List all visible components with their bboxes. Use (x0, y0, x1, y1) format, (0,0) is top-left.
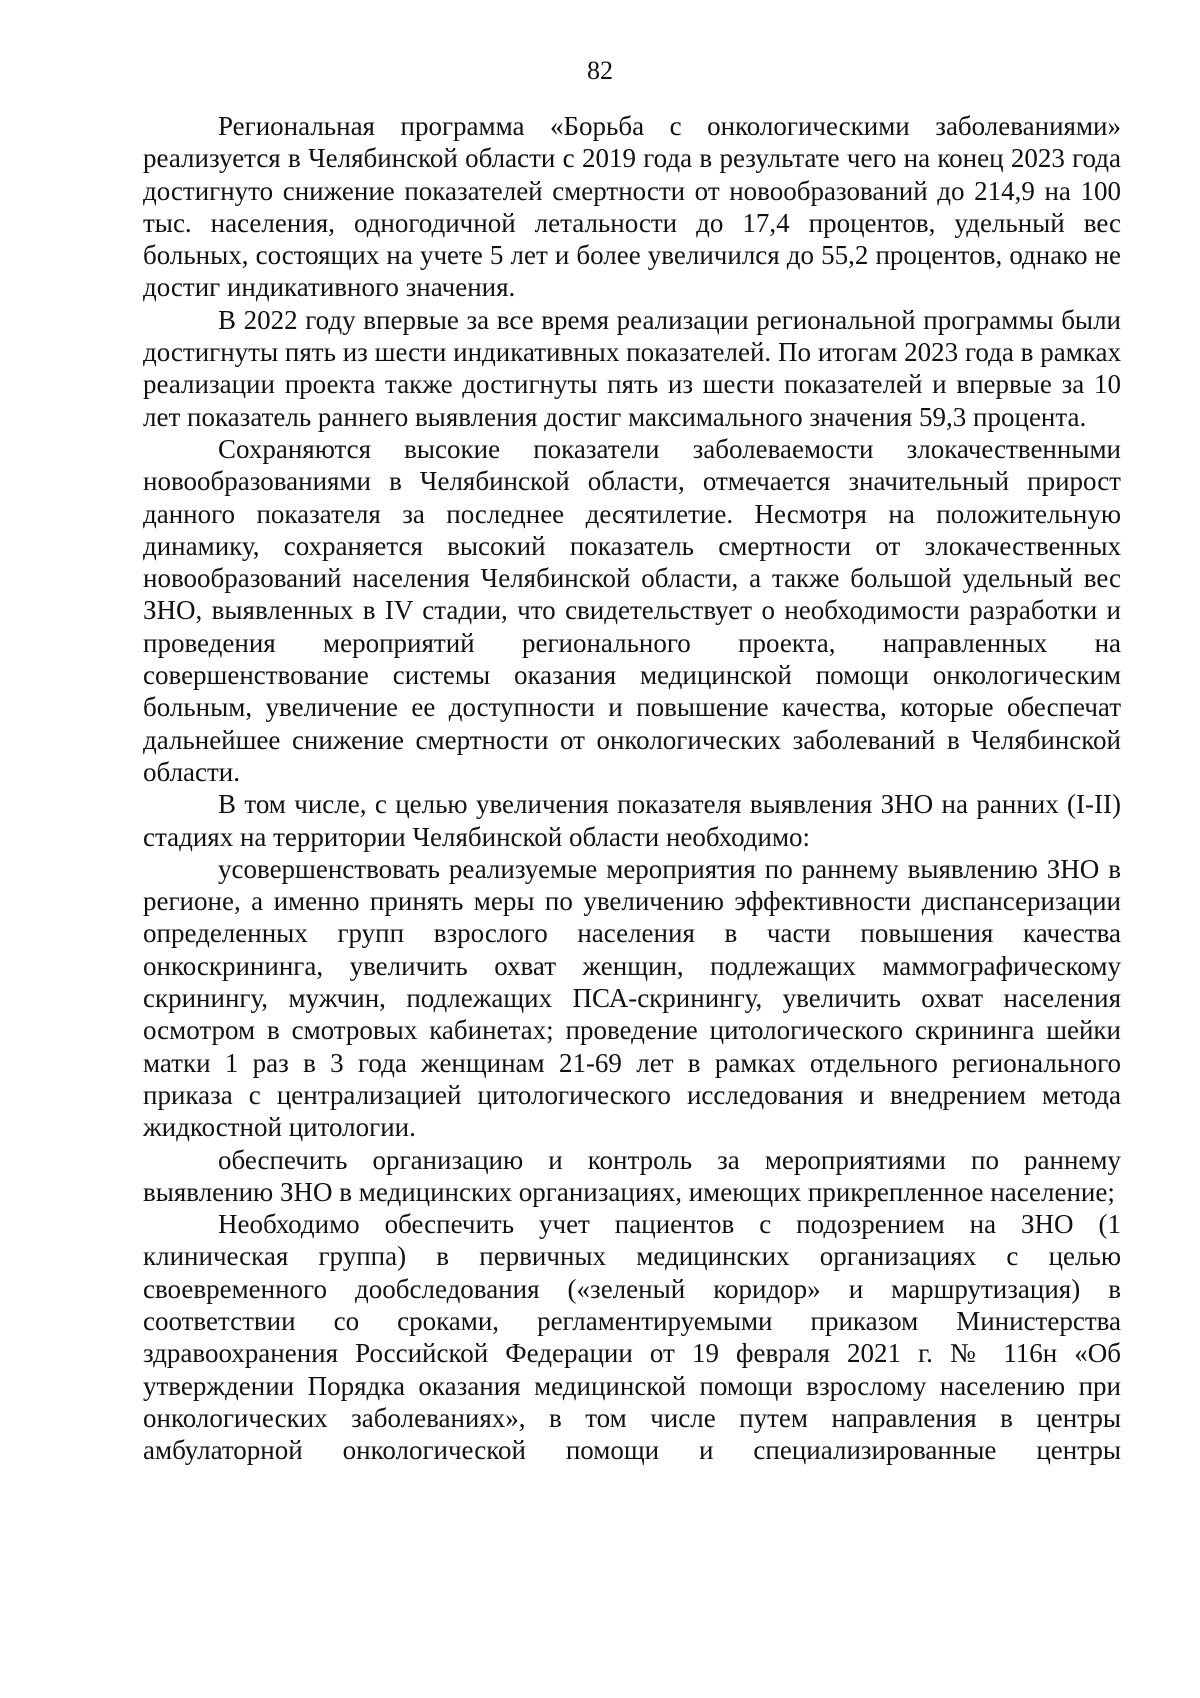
paragraph-patient-registration: Необходимо обеспечить учет пациентов с подозрением на ЗНО (1 клиническая группа) в первичных медицинских организациях с целью своевременного дообследования («зеленый коридор» и маршрутизация) в соответствии со сроками, регламентируемыми приказом Министерства здравоохранения Российской Федерации от 19 февраля 2021 г. № 116н «Об утверждении Порядка оказания медицинской помощи взрослому населению при онкологических заболеваниях», в том числе путем направления в центры амбулаторной онкологической помощи и специализированные центры (143, 1209, 1121, 1466)
document-body (143, 110, 1121, 1466)
paragraph-organization-control: обеспечить организацию и контроль за мероприятиями по раннему выявлению ЗНО в медицинских организациях, имеющих прикрепленное население; (143, 1144, 1121, 1207)
paragraph-indicators-2022: В 2022 году впервые за все время реализации региональной программы были достигнуты пять из шести индикативных показателей. По итогам 2023 года в рамках реализации проекта также достигнуты пять из шести показателей и впервые за 10 лет показатель раннего выявления достиг максимального значения 59,3 процента. (143, 304, 1121, 432)
page-number: 82 (587, 56, 613, 85)
paragraph-screening-measures: усовершенствовать реализуемые мероприятия по раннему выявлению ЗНО в регионе, а именно принять меры по увеличению эффективности диспансеризации определенных групп взрослого населения в части повышения качества онкоскрининга, увеличить охват женщин, подлежащих маммографическому скринингу, мужчин, подлежащих ПСА-скринингу, увеличить охват населения осмотром в смотровых кабинетах; проведение цитологического скрининга шейки матки 1 раз в 3 года женщинам 21-69 лет в рамках отдельного регионального приказа с централизацией цитологического исследования и внедрением метода жидкостной цитологии. (143, 853, 1121, 1143)
paragraph-early-detection-intro: В том числе, с целью увеличения показателя выявления ЗНО на ранних (I-II) стадиях на территории Челябинской области необходимо: (143, 789, 1121, 852)
paragraph-program-results: Региональная программа «Борьба с онкологическими заболеваниями» реализуется в Челябинской области с 2019 года в результате чего на конец 2023 года достигнуто снижение показателей смертности от новообразований до 214,9 на 100 тыс. населения, одногодичной летальности до 17,4 процентов, удельный вес больных, состоящих на учете 5 лет и более увеличился до 55,2 процентов, однако не достиг индикативного значения. (143, 111, 1121, 303)
paragraph-incidence: Сохраняются высокие показатели заболеваемости злокачественными новообразованиями в Челябинской области, отмечается значительный прирост данного показателя за последнее десятилетие. Несмотря на положительную динамику, сохраняется высокий показатель смертности от злокачественных новообразований населения Челябинской области, а также большой удельный вес ЗНО, выявленных в IV стадии, что свидетельствует о необходимости разработки и проведения мероприятий регионального проекта, направленных на совершенствование системы оказания медицинской помощи онкологическим больным, увеличение ее доступности и повышение качества, которые обеспечат дальнейшее снижение смертности от онкологических заболеваний в Челябинской области. (143, 433, 1121, 787)
